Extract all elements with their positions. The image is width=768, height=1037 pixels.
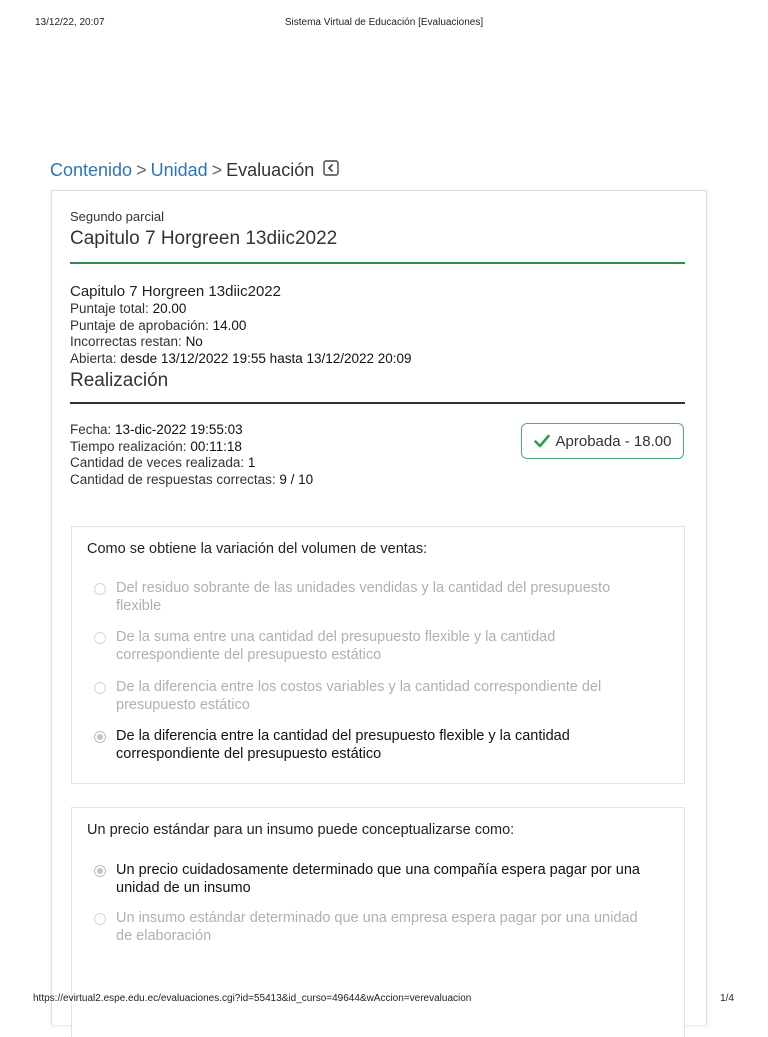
back-icon[interactable] xyxy=(323,158,339,182)
question-text: Un precio estándar para un insumo puede conceptualizarse como: xyxy=(87,822,515,838)
breadcrumb-separator: > xyxy=(211,160,223,180)
title-divider xyxy=(70,262,685,264)
detail-value: desde 13/12/2022 19:55 hasta 13/12/2022 20:09 xyxy=(120,350,412,366)
print-page-title: Sistema Virtual de Educación [Evaluaciones] xyxy=(284,17,484,28)
answer-option-text: Un insumo estándar determinado que una empresa espera pagar por una unidad de elaboración xyxy=(116,910,638,944)
answer-option-selected[interactable] xyxy=(94,727,654,763)
status-badge xyxy=(521,423,684,459)
detail-pass-score xyxy=(70,318,412,335)
stat-attempts xyxy=(70,455,313,472)
answer-option[interactable] xyxy=(94,579,654,615)
status-badge-text: Aprobada - 18.00 xyxy=(555,432,672,450)
stat-value: 1 xyxy=(247,455,256,470)
breadcrumb-separator: > xyxy=(136,160,147,180)
answer-option-text: Un precio cuidadosamente determinado que una compañía espera pagar por una unidad de un insumo xyxy=(116,862,640,896)
stat-date xyxy=(70,422,313,439)
radio-button[interactable] xyxy=(94,913,106,925)
detail-label: Puntaje total: xyxy=(70,301,149,316)
question-card xyxy=(71,526,685,784)
attempt-stats xyxy=(70,422,313,488)
stat-label: Fecha: xyxy=(70,422,112,437)
answer-option-selected[interactable] xyxy=(94,861,654,897)
stat-label: Tiempo realización: xyxy=(70,438,187,454)
check-icon xyxy=(534,434,550,448)
breadcrumb-link-unidad[interactable]: Unidad xyxy=(150,160,208,180)
detail-value: 20.00 xyxy=(152,301,187,316)
detail-value: No xyxy=(185,334,203,349)
detail-value: 14.00 xyxy=(212,317,247,333)
answer-option-text: De la suma entre una cantidad del presupuesto flexible y la cantidad correspondiente del presupuesto estático xyxy=(116,629,556,663)
stat-label: Cantidad de respuestas correctas: xyxy=(70,471,276,487)
detail-negative-marking xyxy=(70,334,412,351)
stat-label: Cantidad de veces realizada: xyxy=(70,455,245,470)
print-page-number: 1/4 xyxy=(720,993,734,1004)
attempt-section-title: Realización xyxy=(70,370,169,391)
radio-button-checked[interactable] xyxy=(94,731,106,743)
answer-option-text: Del residuo sobrante de las unidades vendidas y la cantidad del presupuesto flexible xyxy=(116,580,611,614)
answer-option[interactable] xyxy=(94,909,654,945)
print-url: https://evirtual2.espe.edu.ec/evaluaciones.cgi?id=55413&id_curso=49644&wAccion=verevaluacion xyxy=(33,993,472,1004)
detail-label: Puntaje de aprobación: xyxy=(70,317,209,333)
stat-value: 13-dic-2022 19:55:03 xyxy=(115,422,243,437)
radio-button[interactable] xyxy=(94,632,106,644)
breadcrumb xyxy=(50,158,339,182)
answer-option-text: De la diferencia entre los costos variables y la cantidad correspondiente del presupuesto estático xyxy=(116,679,602,713)
section-divider xyxy=(70,402,685,404)
stat-value: 9 / 10 xyxy=(279,471,314,487)
breadcrumb-current: Evaluación xyxy=(226,160,315,180)
answer-option[interactable] xyxy=(94,628,654,664)
radio-button[interactable] xyxy=(94,583,106,595)
answer-option[interactable] xyxy=(94,678,654,714)
stat-duration xyxy=(70,439,313,456)
exam-name: Capitulo 7 Horgreen 13diic2022 xyxy=(70,283,281,300)
answer-option-text: De la diferencia entre la cantidad del presupuesto flexible y la cantidad correspondiente del presupuesto estático xyxy=(116,728,570,762)
detail-open-window xyxy=(70,351,412,368)
exam-info xyxy=(70,283,412,367)
question-text: Como se obtiene la variación del volumen de ventas: xyxy=(87,541,428,557)
breadcrumb-link-contenido[interactable]: Contenido xyxy=(50,160,133,180)
exam-title: Capitulo 7 Horgreen 13diic2022 xyxy=(70,228,338,249)
exam-category: Segundo parcial xyxy=(70,209,164,224)
detail-label: Abierta: xyxy=(70,350,117,366)
stat-correct-answers xyxy=(70,472,313,489)
detail-total-score xyxy=(70,301,412,318)
radio-button-checked[interactable] xyxy=(94,865,106,877)
radio-button[interactable] xyxy=(94,682,106,694)
print-datetime: 13/12/22, 20:07 xyxy=(35,17,105,28)
stat-value: 00:11:18 xyxy=(190,438,242,454)
print-header xyxy=(0,17,768,31)
detail-label: Incorrectas restan: xyxy=(70,334,182,349)
